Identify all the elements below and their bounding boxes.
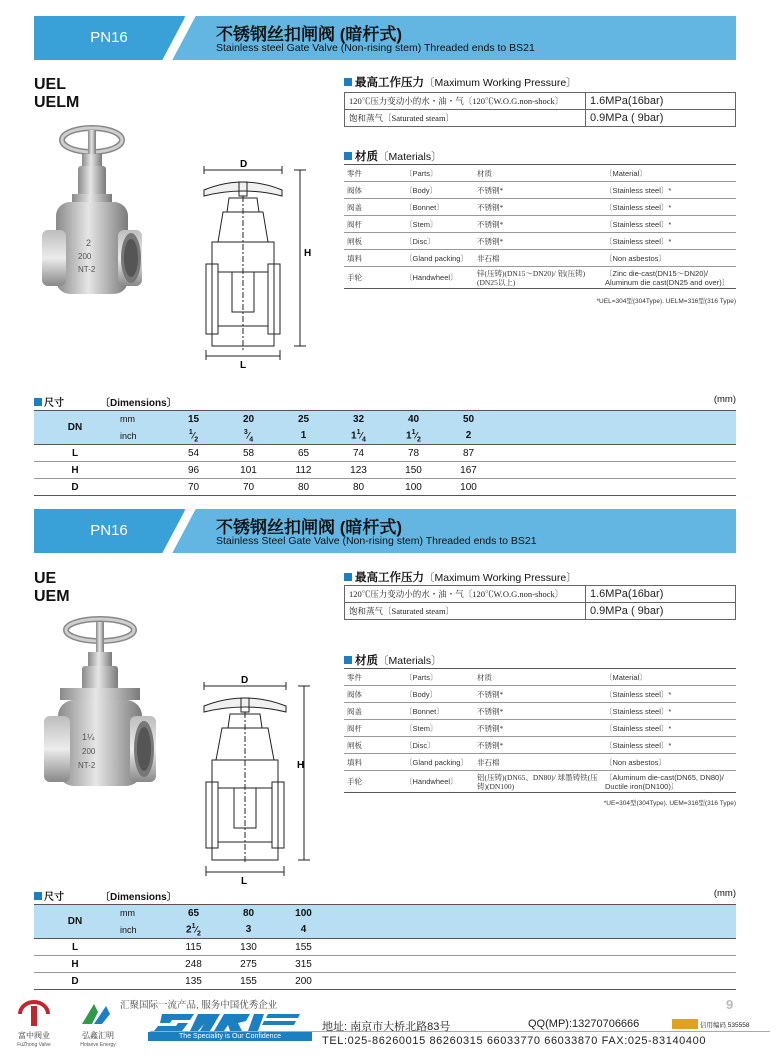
footer-credit-code: 信用编码 535558 xyxy=(700,1022,750,1029)
materials-cell: 〔Stem〕 xyxy=(402,720,474,737)
table-row xyxy=(34,479,736,496)
footer-tel-fax: TEL:025-86260015 86260315 66033770 66033870 FAX:025-83140400 xyxy=(322,1035,707,1047)
materials-cell: 阀杆 xyxy=(344,720,402,737)
model-codes xyxy=(34,570,70,606)
materials-cell: 〔Handwheel〕 xyxy=(402,267,474,289)
valve-photo xyxy=(36,122,146,318)
dimensions-heading xyxy=(34,394,736,409)
casting-mark: NT-2 xyxy=(78,265,96,274)
dimensions-table xyxy=(34,410,736,496)
filler-cell xyxy=(496,462,736,479)
pressure-class-label: PN16 xyxy=(34,16,184,60)
pressure-heading-cn: 最高工作压力 xyxy=(355,77,424,89)
brand-logo-icon xyxy=(154,1012,304,1032)
dimension-value: 74 xyxy=(331,445,386,462)
table-row xyxy=(344,199,736,216)
pressure-table xyxy=(344,92,736,127)
spacer-cell xyxy=(116,445,166,462)
filler-cell xyxy=(496,479,736,496)
filler-cell xyxy=(331,922,736,939)
size-inch: $^3⁄_4$ xyxy=(221,428,276,445)
materials-heading-cn: 材质 xyxy=(355,655,378,667)
table-header-row xyxy=(34,922,736,939)
spacer-cell xyxy=(116,956,166,973)
dimension-value: 275 xyxy=(221,956,276,973)
pressure-value: 0.9MPa ( 9bar) xyxy=(586,110,736,127)
pressure-value: 1.6MPa(16bar) xyxy=(586,586,736,603)
pressure-condition: 饱和蒸气〔Saturated steam〕 xyxy=(345,110,586,127)
product-title-en: Stainless steel Gate Valve (Non-rising stem) Threaded ends to BS21 xyxy=(216,42,535,54)
spacer-cell xyxy=(116,462,166,479)
dimensions-unit: (mm) xyxy=(713,394,736,405)
spacer-cell xyxy=(116,973,166,990)
dimension-value: 100 xyxy=(386,479,441,496)
bullet-square-icon xyxy=(344,152,352,160)
table-header-row xyxy=(34,905,736,922)
casting-mark: 1¼ xyxy=(82,732,95,742)
dimension-label: D xyxy=(34,479,116,496)
size-inch: 2 xyxy=(441,428,496,445)
dimension-label: D xyxy=(34,973,116,990)
product-title-cn: 不锈钢丝扣闸阀 (暗杆式) xyxy=(216,518,403,537)
materials-cell: 〔Non asbestos〕 xyxy=(602,754,736,771)
table-row xyxy=(345,110,736,127)
casting-mark: 2 xyxy=(86,238,92,248)
dimension-value: 167 xyxy=(441,462,496,479)
materials-cell: 〔Bonnet〕 xyxy=(402,703,474,720)
unit-mm-label: mm xyxy=(116,411,166,428)
materials-heading xyxy=(344,148,442,164)
dim-label-d: D xyxy=(241,676,249,686)
dn-header: DN xyxy=(34,411,116,445)
footer-address: 地址: 南京市大桥北路83号 xyxy=(322,1021,451,1033)
materials-cell: 非石棉 xyxy=(474,250,602,267)
materials-cell: 〔Handwheel〕 xyxy=(402,771,474,793)
size-inch: 1 xyxy=(276,428,331,445)
materials-heading-cn: 材质 xyxy=(355,151,378,163)
materials-cell: 〔Gland packing〕 xyxy=(402,754,474,771)
size-mm: 40 xyxy=(386,411,441,428)
size-inch: 3 xyxy=(221,922,276,939)
dimension-value: 130 xyxy=(221,939,276,956)
dim-label-l: L xyxy=(240,360,247,371)
pressure-heading-en: 〔Maximum Working Pressure〕 xyxy=(424,77,577,89)
table-row xyxy=(345,603,736,620)
dim-label-d: D xyxy=(240,160,248,170)
dimension-value: 87 xyxy=(441,445,496,462)
spacer-cell xyxy=(116,479,166,496)
table-row xyxy=(344,686,736,703)
materials-cell: 〔Stainless steel〕* xyxy=(602,686,736,703)
logo1-sub: FuZhong Valve xyxy=(17,1042,51,1048)
materials-cell: 阀盖 xyxy=(344,703,402,720)
size-mm: 15 xyxy=(166,411,221,428)
materials-cell: 闸板 xyxy=(344,737,402,754)
size-inch: $1^1⁄_2$ xyxy=(386,428,441,445)
table-row xyxy=(344,771,736,793)
pressure-value: 0.9MPa ( 9bar) xyxy=(586,603,736,620)
dimension-value: 150 xyxy=(386,462,441,479)
table-row xyxy=(344,267,736,289)
table-row xyxy=(34,462,736,479)
materials-cell: 〔Aluminum die-cast(DN65, DN80)/ Ductile iron(DN100)〕 xyxy=(602,771,736,793)
section-2-title-band xyxy=(34,509,736,553)
materials-cell: 零件 xyxy=(344,165,402,182)
credit-badge-icon xyxy=(672,1019,698,1029)
size-inch: 4 xyxy=(276,922,331,939)
materials-cell: 不锈钢* xyxy=(474,182,602,199)
size-mm: 65 xyxy=(166,905,221,922)
materials-cell: 〔Stem〕 xyxy=(402,216,474,233)
logo1-name: 富中阀业 xyxy=(18,1031,50,1040)
materials-cell: 填料 xyxy=(344,250,402,267)
brand-tagline: The Speciality is Our Confidence xyxy=(148,1032,312,1041)
logo2-name: 弘鑫汇明 xyxy=(82,1031,114,1040)
dimension-drawing xyxy=(196,160,316,372)
size-mm: 100 xyxy=(276,905,331,922)
materials-cell: 阀体 xyxy=(344,182,402,199)
bullet-square-icon xyxy=(344,573,352,581)
model-code: UE xyxy=(34,570,57,587)
dn-header: DN xyxy=(34,905,116,939)
product-title-cn: 不锈钢丝扣闸阀 (暗杆式) xyxy=(216,25,403,44)
materials-cell: 手轮 xyxy=(344,771,402,793)
casting-mark: 200 xyxy=(78,252,92,261)
product-title-en: Stainless Steel Gate Valve (Non-rising stem) Threaded ends to BS21 xyxy=(216,535,537,547)
materials-cell: 〔Stainless steel〕* xyxy=(602,720,736,737)
model-code: UELM xyxy=(34,94,80,111)
dimension-label: H xyxy=(34,462,116,479)
table-row xyxy=(344,669,736,686)
table-row xyxy=(344,165,736,182)
dimensions-table xyxy=(34,904,736,990)
filler-cell xyxy=(331,956,736,973)
materials-cell: 不锈钢* xyxy=(474,216,602,233)
pressure-heading xyxy=(344,74,577,90)
model-code: UEM xyxy=(34,588,70,605)
materials-cell: 〔Body〕 xyxy=(402,182,474,199)
materials-cell: 〔Material〕 xyxy=(602,165,736,182)
size-mm: 32 xyxy=(331,411,386,428)
page-footer xyxy=(0,994,780,1057)
dimension-value: 65 xyxy=(276,445,331,462)
bullet-square-icon xyxy=(344,78,352,86)
table-row xyxy=(344,737,736,754)
materials-cell: 填料 xyxy=(344,754,402,771)
materials-cell: 〔Bonnet〕 xyxy=(402,199,474,216)
dimension-value: 155 xyxy=(276,939,331,956)
dimensions-unit: (mm) xyxy=(713,888,736,899)
pressure-heading xyxy=(344,569,577,585)
materials-cell: 〔Stainless steel〕* xyxy=(602,216,736,233)
table-row xyxy=(344,216,736,233)
materials-cell: 非石棉 xyxy=(474,754,602,771)
size-mm: 20 xyxy=(221,411,276,428)
pressure-heading-en: 〔Maximum Working Pressure〕 xyxy=(424,572,577,584)
dimensions-heading-en: 〔Dimensions〕 xyxy=(100,892,177,903)
materials-heading-en: 〔Materials〕 xyxy=(378,151,442,163)
materials-cell: 〔Stainless steel〕* xyxy=(602,199,736,216)
materials-cell: 不锈钢* xyxy=(474,720,602,737)
materials-cell: 〔Body〕 xyxy=(402,686,474,703)
pressure-condition: 120℃压力变动小的水・油・气〔120℃W.O.G.non-shock〕 xyxy=(345,93,586,110)
materials-cell: 〔Disc〕 xyxy=(402,233,474,250)
footer-slogan: 汇聚国际一流产品, 服务中国优秀企业 xyxy=(120,1000,278,1011)
table-row xyxy=(34,445,736,462)
table-row xyxy=(344,182,736,199)
dimension-value: 101 xyxy=(221,462,276,479)
materials-cell: 〔Parts〕 xyxy=(402,165,474,182)
materials-cell: 铝(压铸)(DN65、DN80)/ 球墨铸铁(压铸)(DN100) xyxy=(474,771,602,793)
table-row xyxy=(34,939,736,956)
bullet-square-icon xyxy=(344,656,352,664)
dimension-value: 80 xyxy=(276,479,331,496)
table-row xyxy=(345,586,736,603)
filler-cell xyxy=(496,428,736,445)
materials-cell: 〔Zinc die-cast(DN15～DN20)/ Aluminum die cast(DN25 and over)〕 xyxy=(602,267,736,289)
dimensions-heading-en: 〔Dimensions〕 xyxy=(100,398,177,409)
size-mm: 50 xyxy=(441,411,496,428)
footer-qq: QQ(MP):13270706666 xyxy=(528,1018,640,1030)
bullet-square-icon xyxy=(34,398,42,406)
materials-cell: 不锈钢* xyxy=(474,686,602,703)
materials-cell: 零件 xyxy=(344,669,402,686)
dimension-value: 100 xyxy=(441,479,496,496)
materials-cell: 〔Material〕 xyxy=(602,669,736,686)
pressure-heading-cn: 最高工作压力 xyxy=(355,572,424,584)
dimensions-heading-cn: 尺寸 xyxy=(44,892,64,903)
dimension-value: 123 xyxy=(331,462,386,479)
dim-label-h: H xyxy=(304,248,312,259)
filler-cell xyxy=(496,411,736,428)
size-inch: $1^1⁄_4$ xyxy=(331,428,386,445)
table-row xyxy=(345,93,736,110)
table-row xyxy=(34,973,736,990)
page-number: 9 xyxy=(726,997,734,1012)
size-inch: $2^1⁄_2$ xyxy=(166,922,221,939)
dimension-label: H xyxy=(34,956,116,973)
filler-cell xyxy=(331,973,736,990)
table-row xyxy=(344,250,736,267)
pressure-class-label: PN16 xyxy=(34,509,184,553)
filler-cell xyxy=(496,445,736,462)
filler-cell xyxy=(331,939,736,956)
dimension-value: 315 xyxy=(276,956,331,973)
materials-cell: 〔Stainless steel〕* xyxy=(602,703,736,720)
unit-mm-label: mm xyxy=(116,905,166,922)
dimension-value: 96 xyxy=(166,462,221,479)
materials-cell: 阀体 xyxy=(344,686,402,703)
dimension-value: 155 xyxy=(221,973,276,990)
table-header-row xyxy=(34,428,736,445)
unit-inch-label: inch xyxy=(116,428,166,445)
valve-photo xyxy=(36,612,158,812)
dimension-value: 54 xyxy=(166,445,221,462)
dimension-value: 70 xyxy=(166,479,221,496)
materials-cell: 〔Non asbestos〕 xyxy=(602,250,736,267)
materials-note: *UE=304型(304Type). UEM=316型(316 Type) xyxy=(603,800,736,807)
materials-cell: 不锈钢* xyxy=(474,199,602,216)
section-1-title-band xyxy=(34,16,736,60)
dimension-drawing xyxy=(196,676,320,886)
logo2-sub: Hotseve Energy xyxy=(80,1042,116,1048)
dimension-value: 200 xyxy=(276,973,331,990)
dimension-value: 248 xyxy=(166,956,221,973)
materials-cell: 材质 xyxy=(474,165,602,182)
dimension-value: 70 xyxy=(221,479,276,496)
pressure-condition: 饱和蒸气〔Saturated steam〕 xyxy=(345,603,586,620)
bullet-square-icon xyxy=(34,892,42,900)
materials-cell: 〔Disc〕 xyxy=(402,737,474,754)
casting-mark: NT-2 xyxy=(78,761,96,770)
size-inch: $^1⁄_2$ xyxy=(166,428,221,445)
spacer-cell xyxy=(116,939,166,956)
table-row xyxy=(344,754,736,771)
materials-cell: 〔Stainless steel〕* xyxy=(602,737,736,754)
materials-cell: 阀杆 xyxy=(344,216,402,233)
pressure-condition: 120℃压力变动小的水・油・气〔120℃W.O.G.non-shock〕 xyxy=(345,586,586,603)
hongxin-logo-icon xyxy=(76,1000,116,1028)
materials-cell: 〔Stainless steel〕* xyxy=(602,182,736,199)
model-code: UEL xyxy=(34,76,66,93)
dimension-value: 135 xyxy=(166,973,221,990)
materials-cell: 不锈钢* xyxy=(474,737,602,754)
table-row xyxy=(344,233,736,250)
materials-cell: 阀盖 xyxy=(344,199,402,216)
table-row xyxy=(34,956,736,973)
dimension-value: 115 xyxy=(166,939,221,956)
materials-cell: 手轮 xyxy=(344,267,402,289)
casting-mark: 200 xyxy=(82,747,96,756)
materials-cell: 〔Stainless steel〕* xyxy=(602,233,736,250)
fuzhong-logo-icon xyxy=(16,1000,52,1028)
dimension-label: L xyxy=(34,939,116,956)
dimension-label: L xyxy=(34,445,116,462)
materials-cell: 不锈钢* xyxy=(474,233,602,250)
materials-note: *UEL=304型(304Type). UELM=316型(316 Type) xyxy=(596,298,736,305)
table-row xyxy=(344,703,736,720)
model-codes xyxy=(34,76,79,112)
table-header-row xyxy=(34,411,736,428)
materials-heading-en: 〔Materials〕 xyxy=(378,655,442,667)
dimension-value: 112 xyxy=(276,462,331,479)
dimension-value: 78 xyxy=(386,445,441,462)
table-row xyxy=(344,720,736,737)
materials-cell: 闸板 xyxy=(344,233,402,250)
materials-cell: 〔Gland packing〕 xyxy=(402,250,474,267)
materials-table xyxy=(344,668,736,793)
size-mm: 25 xyxy=(276,411,331,428)
pressure-table xyxy=(344,585,736,620)
pressure-value: 1.6MPa(16bar) xyxy=(586,93,736,110)
dimensions-heading-cn: 尺寸 xyxy=(44,398,64,409)
materials-table xyxy=(344,164,736,289)
dimension-value: 80 xyxy=(331,479,386,496)
unit-inch-label: inch xyxy=(116,922,166,939)
dimension-value: 58 xyxy=(221,445,276,462)
materials-cell: 材质 xyxy=(474,669,602,686)
size-mm: 80 xyxy=(221,905,276,922)
dim-label-h: H xyxy=(297,760,305,771)
materials-cell: 〔Parts〕 xyxy=(402,669,474,686)
filler-cell xyxy=(331,905,736,922)
materials-cell: 不锈钢* xyxy=(474,703,602,720)
materials-cell: 锌(压铸)(DN15～DN20)/ 铝(压铸)(DN25以上) xyxy=(474,267,602,289)
materials-heading xyxy=(344,652,442,668)
dimensions-heading xyxy=(34,888,736,903)
dim-label-l: L xyxy=(241,876,248,886)
